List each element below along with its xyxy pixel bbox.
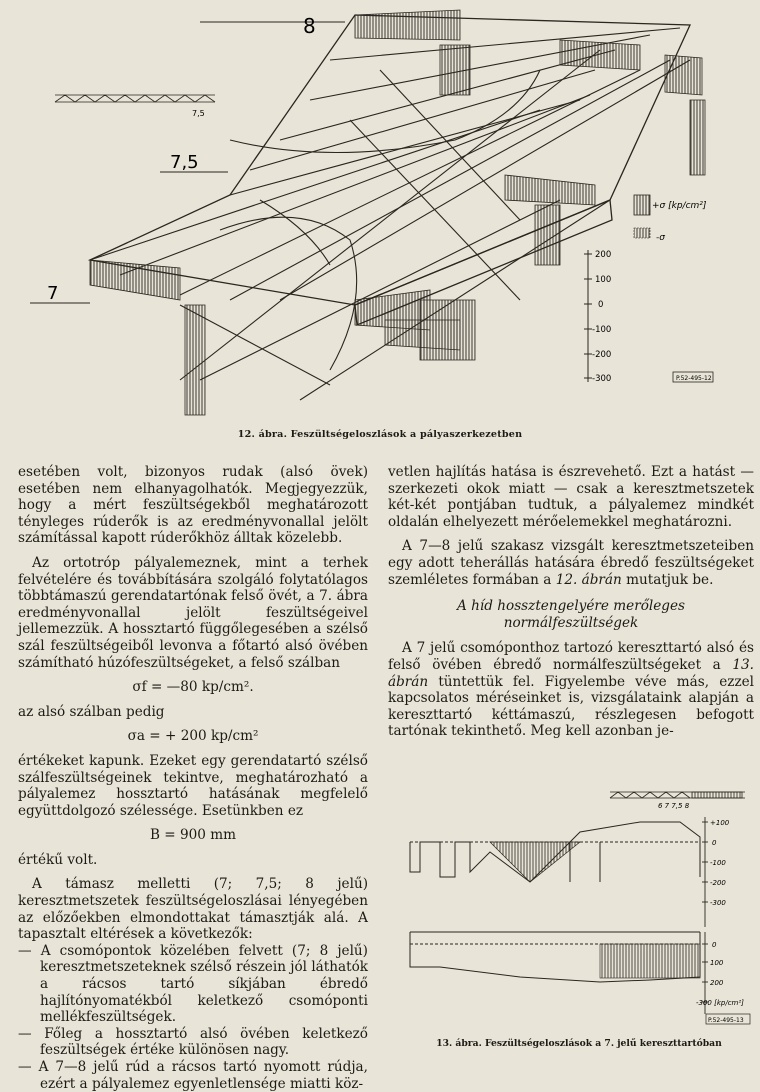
node-labels: 6 7 7,5 8 xyxy=(658,802,690,810)
list-item: — Főleg a hossztartó alsó övében keletkező feszültségek értéke különösen nagy. xyxy=(18,1025,368,1059)
stress-block xyxy=(665,55,702,95)
scale-tick-label: 100 xyxy=(595,275,612,285)
stress-block xyxy=(355,10,460,40)
paragraph: A támasz melletti (7; 7,5; 8 jelű) keresztmetszetek feszültségeloszlásai lényegében az előzőekben elmondottakat támasztják alá. A tapasztalt eltérések a következők: xyxy=(18,876,368,943)
truss-inset-label: 7,5 xyxy=(192,109,205,118)
paragraph: az alsó szálban pedig xyxy=(18,703,165,720)
section-heading: A híd hossztengelyére merőleges normálfeszültségek xyxy=(457,598,685,631)
paragraph: vetlen hajlítás hatása is észrevehető. Ezt a hatást — szerkezeti okok miatt — csak a keresztmetszetek két-két pontjában tudtuk, a pályalemez mindkét oldalán elhelyezett mérőelemekkel meghatározni. xyxy=(388,464,754,530)
stress-block xyxy=(185,305,205,415)
stress-block xyxy=(535,205,560,265)
figure-12 xyxy=(0,0,760,425)
truss-inset xyxy=(55,95,215,102)
figure-stamp: P.52-495-13 xyxy=(708,1017,744,1024)
scale-tick-label: -100 xyxy=(710,859,726,867)
stress-block xyxy=(505,175,595,205)
scale-tick-label: 200 xyxy=(595,250,612,260)
left-column xyxy=(18,464,368,1092)
list-item: — A csomópontok közelében felvett (7; 8 jelű) keresztmetszeteknek szélső részein jól láthatók a rácsos tartó síkjában ébredő hajlítónyomatékból keletkező csomóponti mellékfeszültségek. xyxy=(18,942,368,1026)
scale-tick-label: 0 xyxy=(712,941,717,949)
figure-13 xyxy=(400,782,758,1034)
scale-tick-label: 0 xyxy=(598,300,604,310)
scale-tick-label: -100 xyxy=(592,325,612,335)
scale-tick-label: -300 [kp/cm²] xyxy=(696,999,744,1007)
right-column xyxy=(388,464,754,740)
equation-sigma-a: σa = + 200 kp/cm² xyxy=(127,728,259,745)
scale-tick-label: -300 xyxy=(592,374,612,384)
figure-12-caption: 12. ábra. Feszültségeloszlások a pályaszerkezetben xyxy=(237,429,523,440)
scale-tick-label: -300 xyxy=(710,899,726,907)
section-label-8: 8 xyxy=(303,14,316,38)
figure-reference: 13. ábrán xyxy=(388,656,754,690)
stress-block xyxy=(690,100,705,175)
paragraph: A 7—8 jelű szakasz vizsgált keresztmetszeteiben egy adott teherállás hatására ébredő feszültségeket szemléletes formában a 12. ábrán mutatjuk be. xyxy=(388,538,754,588)
scale-tick-label: 100 xyxy=(710,959,724,967)
stress-block xyxy=(385,320,460,350)
scale-tick-label: -200 xyxy=(592,350,612,360)
paragraph: értékeket kapunk. Ezeket egy gerendatartó szélső szálfeszültségeinek tekintve, meghatározható a pályalemez hossztartó hatásának megfelelő együttdolgozó szélessége. Esetünkben ez xyxy=(18,752,368,819)
paragraph: Az ortotróp pályalemeznek, mint a terhek felvételére és továbbítására szolgáló folytatólagos többtámaszú gerendatartónak felső övét, a 7. ábra eredményvonallal jelölt feszültségeivel jellemezzük. A hossztartó függőlegesében a szélső szál feszültségeiből levonva a főtartó alsó övében számítható húzófeszültségeket, a felső szálban xyxy=(18,554,368,671)
paragraph: esetében volt, bizonyos rudak (alsó övek) esetében nem elhanyagolhatók. Megjegyezzük, hogy a mért feszültségekből meghatározott tényleges rúderők is az eredményvonallal jelölt számítással kapott rúderőkhöz álltak közelebb. xyxy=(18,464,368,547)
section-label-7-5: 7,5 xyxy=(170,152,199,173)
section-label-7: 7 xyxy=(47,283,59,304)
legend-positive-label: +σ [kp/cm²] xyxy=(652,201,707,211)
stress-scale xyxy=(702,817,708,1014)
legend-positive-swatch xyxy=(634,195,650,215)
scale-tick-label: +100 xyxy=(710,819,730,827)
figure-stamp: P.52-495-12 xyxy=(676,375,712,382)
stress-block xyxy=(90,260,180,300)
truss-inset xyxy=(610,792,745,798)
lower-stress-area xyxy=(600,944,700,978)
list-item: — A 7—8 jelű rúd a rácsos tartó nyomott rúdja, ezért a pályalemez egyenletlensége miatti köz- xyxy=(18,1059,368,1092)
figure-reference: 12. ábrán xyxy=(555,571,622,588)
equation-sigma-f: σf = —80 kp/cm². xyxy=(132,679,254,696)
scale-tick-label: -200 xyxy=(710,879,726,887)
stress-scale xyxy=(584,250,592,382)
equation-width-b: B = 900 mm xyxy=(149,827,237,844)
stress-block xyxy=(440,45,470,95)
paragraph: A 7 jelű csomóponthoz tartozó kereszttartó alsó és felső övében ébredő normálfeszültségeket a 13. ábrán tüntettük fel. Figyelembe véve más, ezzel kapcsolatos méréseinket is, vizsgálataink alapján a kereszttartó kéttámaszú, részlegesen befogott tartónak tekinthető. Meg kell azonban je- xyxy=(388,640,754,740)
scale-tick-label: 0 xyxy=(712,839,717,847)
paragraph: értékű volt. xyxy=(18,851,98,868)
legend-negative-label: -σ xyxy=(656,233,665,243)
figure-13-caption: 13. ábra. Feszültségeloszlások a 7. jelű kereszttartóban xyxy=(436,1038,722,1049)
stress-block xyxy=(560,40,640,70)
legend-negative-swatch xyxy=(634,228,650,238)
scale-tick-label: 200 xyxy=(710,979,724,987)
